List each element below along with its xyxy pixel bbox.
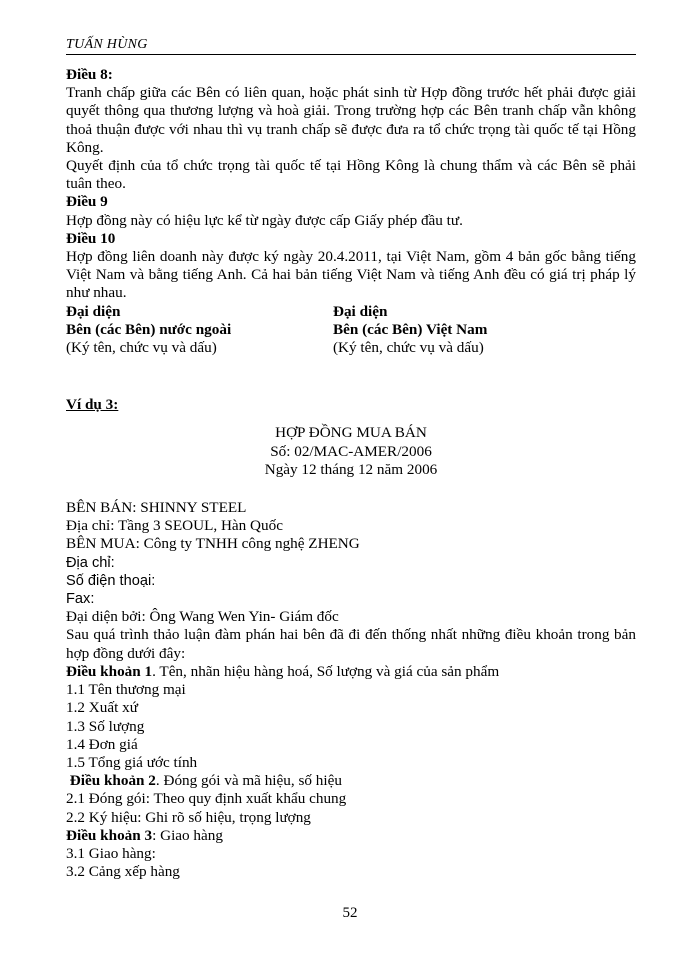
representative-line: Đại diện bởi: Ông Wang Wen Yin- Giám đốc: [66, 608, 339, 626]
clause-1-item: 1.4 Đơn giá: [66, 735, 138, 753]
contract-number: Số: 02/MAC-AMER/2006: [270, 442, 432, 460]
signature-block: [66, 303, 636, 358]
clause-1: [66, 663, 636, 681]
article-8-paragraph-1: Tranh chấp giữa các Bên có liên quan, hoặc phát sinh từ Hợp đồng trước hết phải được giải quyết thông qua thương lượng và hoà giải. Trong trường hợp các Bên tranh chấp vẫn không thoả thuận được với nhau thì vụ tranh chấp sẽ được đưa ra tổ chức trọng tài quốc tế tại Hồng Kông.: [66, 84, 636, 156]
clause-2-text: . Đóng gói và mã hiệu, số hiệu: [155, 772, 342, 790]
signature-left-rep: Đại diện: [66, 302, 121, 320]
clause-1-label: Điều khoản 1: [66, 662, 153, 680]
clause-1-item: 1.5 Tổng giá ước tính: [66, 753, 198, 771]
clause-2-label: Điều khoản 2: [69, 772, 156, 790]
signature-left-note: (Ký tên, chức vụ và dấu): [66, 339, 217, 357]
article-10-heading: Điều 10: [66, 229, 116, 247]
article-9-text: Hợp đồng này có hiệu lực kể từ ngày được cấp Giấy phép đầu tư.: [66, 211, 463, 229]
clause-1-item: 1.3 Số lượng: [66, 717, 145, 735]
buyer-line: BÊN MUA: Công ty TNHH công nghệ ZHENG: [66, 535, 360, 553]
example-label: Ví dụ 3:: [66, 396, 119, 414]
signature-left: [66, 303, 333, 358]
page-number: 52: [342, 905, 358, 921]
article-10-text: Hợp đồng liên doanh này được ký ngày 20.4.2011, tại Việt Nam, gồm 4 bản gốc bằng tiếng Việt Nam và bằng tiếng Anh. Cả hai bản tiếng Việt Nam và tiếng Anh đều có giá trị pháp lý như nhau.: [66, 248, 636, 302]
article-8-heading: Điều 8:: [66, 66, 113, 83]
article-8-paragraph-2: Quyết định của tổ chức trọng tài quốc tế tại Hồng Kông là chung thẩm và các Bên sẽ phải tuân theo.: [66, 157, 636, 193]
article-9-heading: Điều 9: [66, 193, 108, 211]
clause-1-item: 1.1 Tên thương mại: [66, 681, 186, 699]
clause-2: [66, 772, 636, 790]
contract-title: HỢP ĐỒNG MUA BÁN: [275, 424, 427, 442]
signature-right-note: (Ký tên, chức vụ và dấu): [333, 339, 484, 357]
clause-3-label: Điều khoản 3: [66, 826, 153, 844]
clause-2-item: 2.2 Ký hiệu: Ghi rõ số hiệu, trọng lượng: [66, 808, 311, 826]
running-header: TUẤN HÙNG: [66, 37, 636, 55]
buyer-address: Địa chỉ:: [66, 554, 115, 571]
seller-line: BÊN BÁN: SHINNY STEEL: [66, 499, 247, 517]
document-body: [66, 66, 636, 881]
clause-1-item: 1.2 Xuất xứ: [66, 699, 138, 717]
seller-address: Địa chỉ: Tầng 3 SEOUL, Hàn Quốc: [66, 517, 283, 535]
signature-right: [333, 303, 623, 358]
signature-left-party: Bên (các Bên) nước ngoài: [66, 320, 232, 338]
intro-paragraph: Sau quá trình thảo luận đàm phán hai bên đã đi đến thống nhất những điều khoản trong bản hợp đồng dưới đây:: [66, 626, 636, 662]
fax-line: Fax:: [66, 591, 95, 608]
clause-1-text: . Tên, nhãn hiệu hàng hoá, Số lượng và giá của sản phẩm: [152, 662, 500, 680]
contract-date: Ngày 12 tháng 12 năm 2006: [264, 460, 438, 478]
signature-right-party: Bên (các Bên) Việt Nam: [333, 320, 488, 338]
clause-3-item: 3.2 Cảng xếp hàng: [66, 863, 180, 881]
clause-3-text: : Giao hàng: [152, 826, 223, 844]
clause-3-item: 3.1 Giao hàng:: [66, 844, 156, 862]
phone-line: Số điện thoại:: [66, 572, 156, 589]
clause-3: [66, 827, 636, 845]
signature-right-rep: Đại diện: [333, 302, 388, 320]
clause-2-item: 2.1 Đóng gói: Theo quy định xuất khẩu chung: [66, 790, 347, 808]
